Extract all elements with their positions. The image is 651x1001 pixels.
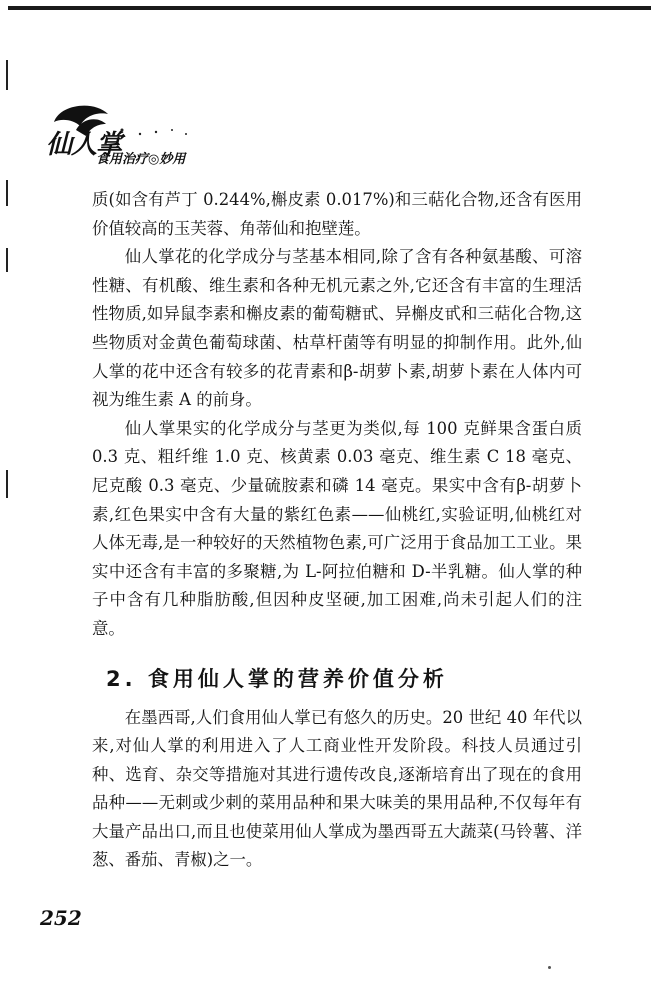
paragraph: 仙人掌果实的化学成分与茎更为类似,每 100 克鲜果含蛋白质 0.3 克、粗纤维 1.0 克、核黄素 0.03 毫克、维生素 C 18 毫克、尼克酸 0.3 毫克、少量硫胺素和磷 14 毫克。果实中含有β-胡萝卜素,红色果实中含有大量的紫红色素——仙桃红,实验证明,仙桃红对人体无毒,是一种较好的天然植物色素,可广泛用于食品加工工业。果实中还含有丰富的多聚糖,为 L-阿拉伯糖和 D-半乳糖。仙人掌的种子中含有几种脂肪酸,但因种皮坚硬,加工困难,尚未引起人们的注意。: [92, 418, 582, 638]
page-content: [92, 186, 582, 875]
margin-mark: [6, 180, 8, 206]
section-heading: 2. 食用仙人掌的营养价值分析: [106, 666, 448, 691]
header-subtitle: 食用治疗◎妙用: [96, 152, 186, 167]
paragraph: 质(如含有芦丁 0.244%,槲皮素 0.017%)和三萜化合物,还含有医用价值较高的玉芙蓉、角蒂仙和抱壁莲。: [92, 190, 582, 238]
page-number: 252: [40, 906, 82, 930]
margin-mark: [6, 60, 8, 90]
header-title: 仙人掌: [46, 130, 122, 160]
paragraph: 在墨西哥,人们食用仙人掌已有悠久的历史。20 世纪 40 年代以来,对仙人掌的利用进入了人工商业性开发阶段。科技人员通过引种、选育、杂交等措施对其进行遗传改良,逐渐培育出了现在的食用品种——无刺或少刺的菜用品种和果大味美的果用品种,不仅每年有大量产品出口,而且也使菜用仙人掌成为墨西哥五大蔬菜(马铃薯、洋葱、番茄、青椒)之一。: [92, 707, 582, 870]
scan-speck: [548, 966, 551, 969]
paragraph: 仙人掌花的化学成分与茎基本相同,除了含有各种氨基酸、可溶性糖、有机酸、维生素和各种无机元素之外,它还含有丰富的生理活性物质,如异鼠李素和槲皮素的葡萄糖甙、异槲皮甙和三萜化合物,这些物质对金黄色葡萄球菌、枯草杆菌等有明显的抑制作用。此外,仙人掌的花中还含有较多的花青素和β-胡萝卜素,胡萝卜素在人体内可视为维生素 A 的前身。: [92, 247, 582, 410]
margin-mark: [6, 470, 8, 498]
top-rule: [8, 6, 651, 10]
margin-mark: [6, 248, 8, 272]
